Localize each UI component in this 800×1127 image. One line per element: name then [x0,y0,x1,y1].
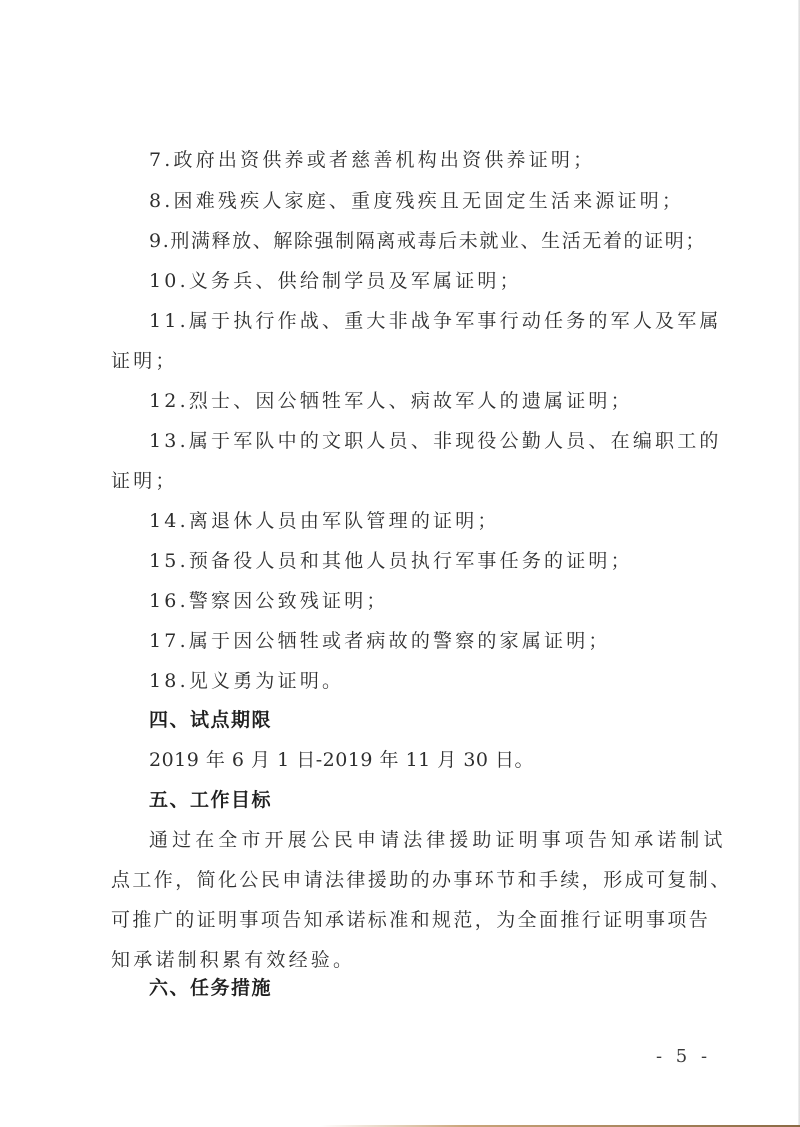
list-item-11-continuation: 证明； [111,350,178,372]
list-item-14: 14.离退休人员由军队管理的证明； [149,510,500,532]
list-item-10: 10.义务兵、供给制学员及军属证明； [149,270,522,292]
section-4-heading: 四、试点期限 [149,709,273,731]
section-5-line-4: 知承诺制积累有效经验。 [111,949,356,971]
list-item-16: 16.警察因公致残证明； [149,590,389,612]
section-5-heading: 五、工作目标 [149,789,273,811]
section-6-heading: 六、任务措施 [149,977,273,999]
list-item-9: 9.刑满释放、解除强制隔离戒毒后未就业、生活无着的证明； [149,230,706,252]
list-item-15: 15.预备役人员和其他人员执行军事任务的证明； [149,550,633,572]
section-5-line-2: 点工作，简化公民申请法律援助的办事环节和手续，形成可复制、 [111,869,732,891]
section-5-line-3: 可推广的证明事项告知承诺标准和规范，为全面推行证明事项告 [111,909,711,931]
list-item-11: 11.属于执行作战、重大非战争军事行动任务的军人及军属 [149,310,722,332]
list-item-8: 8.困难残疾人家庭、重度残疾且无固定生活来源证明； [149,190,685,212]
list-item-7: 7.政府出资供养或者慈善机构出资供养证明； [149,149,596,171]
list-item-12: 12.烈士、因公牺牲军人、病故军人的遗属证明； [149,390,633,412]
list-item-13-continuation: 证明； [111,470,178,492]
list-item-13: 13.属于军队中的文职人员、非现役公勤人员、在编职工的 [149,430,722,452]
list-item-17: 17.属于因公牺牲或者病故的警察的家属证明； [149,630,611,652]
section-4-body: 2019 年 6 月 1 日-2019 年 11 月 30 日。 [149,749,535,771]
section-5-line-1: 通过在全市开展公民申请法律援助证明事项告知承诺制试 [149,829,727,851]
list-item-18: 18.见义勇为证明。 [149,670,345,692]
page-number: - 5 - [656,1046,712,1067]
